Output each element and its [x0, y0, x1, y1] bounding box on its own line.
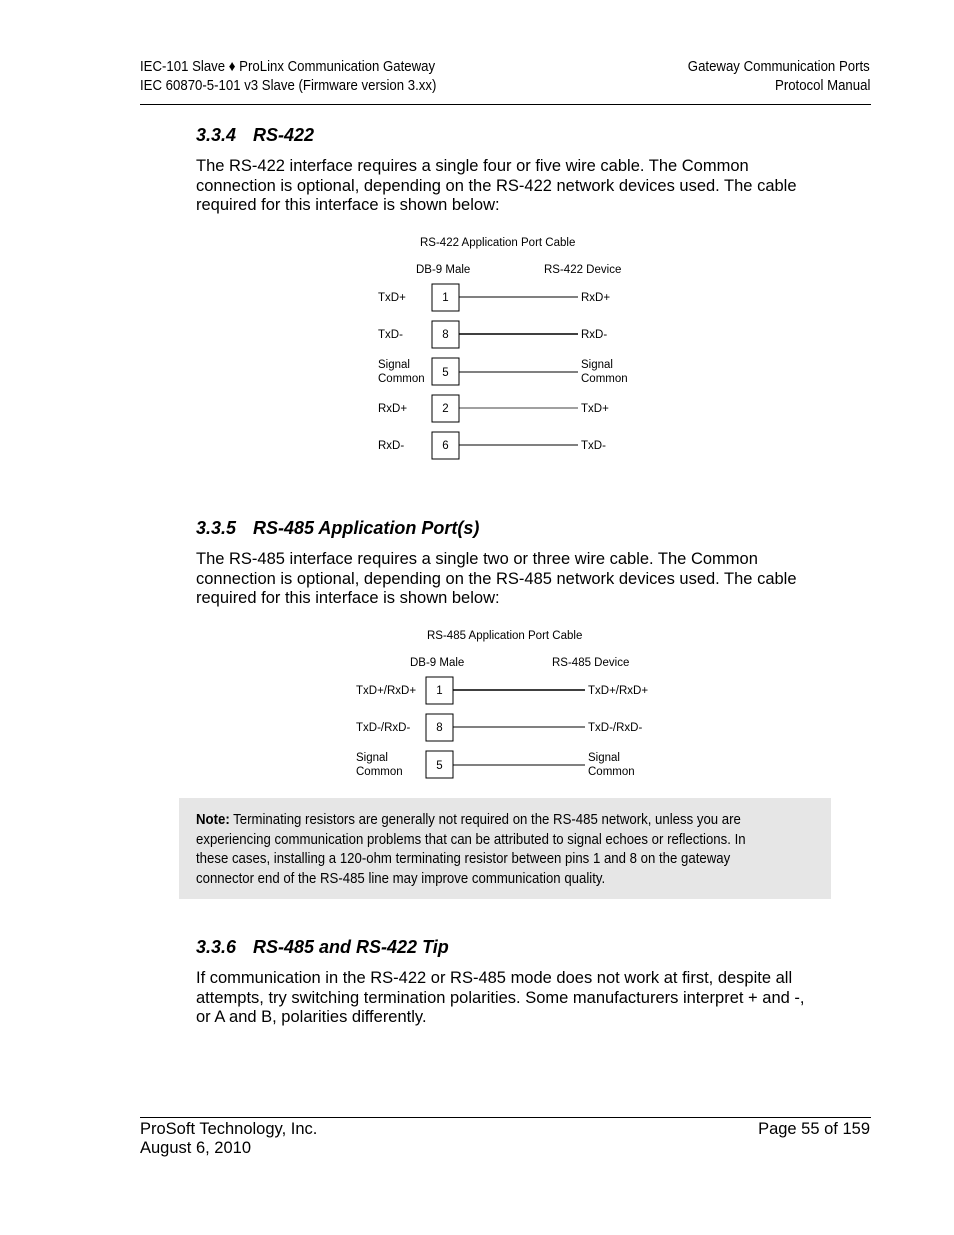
note-line-1	[196, 810, 742, 830]
pin-number: 8	[436, 722, 443, 734]
left-signal-label: TxD+	[378, 292, 406, 304]
header-firmware-line: IEC 60870-5-101 v3 Slave (Firmware version 3.xx)	[140, 77, 437, 94]
section-title: RS-485 Application Port(s)	[253, 518, 480, 538]
left-signal-label: RxD-	[378, 440, 405, 452]
right-signal-label-line2: Common	[581, 373, 628, 385]
left-signal-label: TxD-/RxD-	[356, 722, 411, 734]
rs422-cable-diagram	[360, 228, 660, 468]
right-signal-label: TxD-/RxD-	[588, 722, 643, 734]
diagram-title: RS-422 Application Port Cable	[420, 237, 576, 249]
diagram-left-header: DB-9 Male	[410, 657, 465, 669]
diagram-right-header: RS-422 Device	[544, 264, 622, 276]
right-signal-label: TxD+/RxD+	[588, 685, 649, 697]
section-body-tip: If communication in the RS-422 or RS-485 mode does not work at first, despite all attempts, try switching termination polarities. Some manufacturers interpret + and -, or A and B, polarities differently.	[196, 969, 805, 1027]
section-body-rs422: The RS-422 interface requires a single four or five wire cable. The Common connection is optional, depending on the RS-422 network devices used. The cable required for this interface is shown below:	[196, 157, 797, 215]
note-box	[179, 798, 831, 899]
footer-rule	[140, 1117, 871, 1118]
footer-page-number: Page 55 of 159	[758, 1120, 870, 1138]
section-title: RS-422	[253, 125, 315, 145]
right-signal-label: RxD+	[581, 292, 611, 304]
pin-number: 8	[442, 329, 449, 341]
right-signal-label-line1: Signal	[588, 752, 620, 764]
note-line-2: experiencing communication problems that can be attributed to signal echoes or reflections. In	[196, 830, 746, 848]
left-signal-label-line2: Common	[378, 373, 425, 385]
section-number: 3.3.4	[196, 125, 237, 145]
left-signal-label: TxD+/RxD+	[356, 685, 417, 697]
left-signal-label-line2: Common	[356, 766, 403, 778]
section-number: 3.3.6	[196, 937, 237, 957]
header-rule	[140, 104, 871, 105]
right-signal-label: TxD-	[581, 440, 606, 452]
left-signal-label: TxD-	[378, 329, 403, 341]
section-body-rs485: The RS-485 interface requires a single two or three wire cable. The Common connection is optional, depending on the RS-485 network devices used. The cable required for this interface is shown below:	[196, 550, 797, 608]
right-signal-label: TxD+	[581, 403, 609, 415]
section-heading-tip	[196, 937, 449, 958]
header-manual: Protocol Manual	[774, 77, 870, 94]
diagram-title: RS-485 Application Port Cable	[427, 630, 583, 642]
left-signal-label: RxD+	[378, 403, 408, 415]
rs485-cable-diagram	[340, 621, 670, 791]
left-signal-label-line1: Signal	[378, 359, 410, 371]
pin-number: 6	[442, 440, 449, 452]
pin-number: 5	[436, 760, 443, 772]
right-signal-label-line1: Signal	[581, 359, 613, 371]
left-signal-label-line1: Signal	[356, 752, 388, 764]
pin-number: 1	[436, 685, 443, 697]
note-text	[196, 810, 746, 888]
diagram-left-header: DB-9 Male	[416, 264, 471, 276]
section-heading-rs422	[196, 125, 314, 146]
note-label: Note:	[196, 811, 230, 828]
right-signal-label: RxD-	[581, 329, 608, 341]
note-line-3: these cases, installing a 120-ohm terminating resistor between pins 1 and 8 on the gateway	[196, 850, 731, 868]
section-title: RS-485 and RS-422 Tip	[253, 937, 449, 957]
diagram-right-header: RS-485 Device	[552, 657, 630, 669]
header-product-line: IEC-101 Slave ♦ ProLinx Communication Gateway	[140, 58, 436, 75]
header-chapter: Gateway Communication Ports	[688, 58, 870, 75]
footer-date: August 6, 2010	[140, 1139, 252, 1157]
footer-company: ProSoft Technology, Inc.	[140, 1120, 318, 1138]
note-line-1-text: Terminating resistors are generally not required on the RS-485 network, unless you are	[229, 811, 741, 828]
section-number: 3.3.5	[196, 518, 237, 538]
pin-number: 5	[442, 367, 449, 379]
pin-number: 1	[442, 292, 449, 304]
section-heading-rs485	[196, 518, 479, 539]
pin-number: 2	[442, 403, 449, 415]
note-line-4: connector end of the RS-485 line may improve communication quality.	[196, 869, 606, 887]
right-signal-label-line2: Common	[588, 766, 635, 778]
